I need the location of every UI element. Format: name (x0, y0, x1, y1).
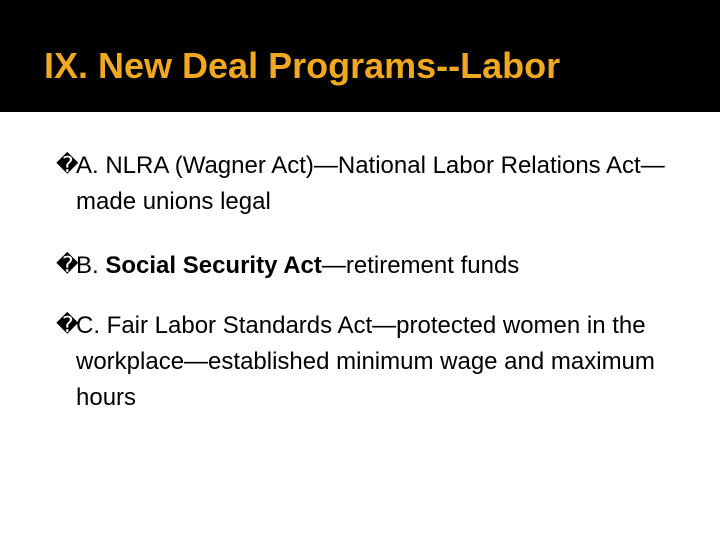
bullet-item-fair-labor (56, 308, 676, 416)
slide-title: IX. New Deal Programs--Labor (44, 45, 561, 86)
bullet-marker-icon: � (56, 153, 79, 178)
bullet-prefix: B. (76, 252, 106, 279)
bullet-marker-icon: � (56, 253, 79, 278)
bullet-list (56, 148, 676, 444)
bullet-marker-icon: � (56, 313, 79, 338)
bullet-bold-term: Social Security Act (105, 252, 322, 279)
bullet-text: C. Fair Labor Standards Act—protected women in the workplace—established minimum wage and maximum hours (76, 312, 655, 411)
bullet-suffix: —retirement funds (321, 252, 520, 279)
bullet-text: A. NLRA (Wagner Act)—National Labor Relations Act—made unions legal (76, 152, 665, 215)
bullet-item-social-security (56, 248, 676, 284)
bullet-item-nlra (56, 148, 676, 220)
